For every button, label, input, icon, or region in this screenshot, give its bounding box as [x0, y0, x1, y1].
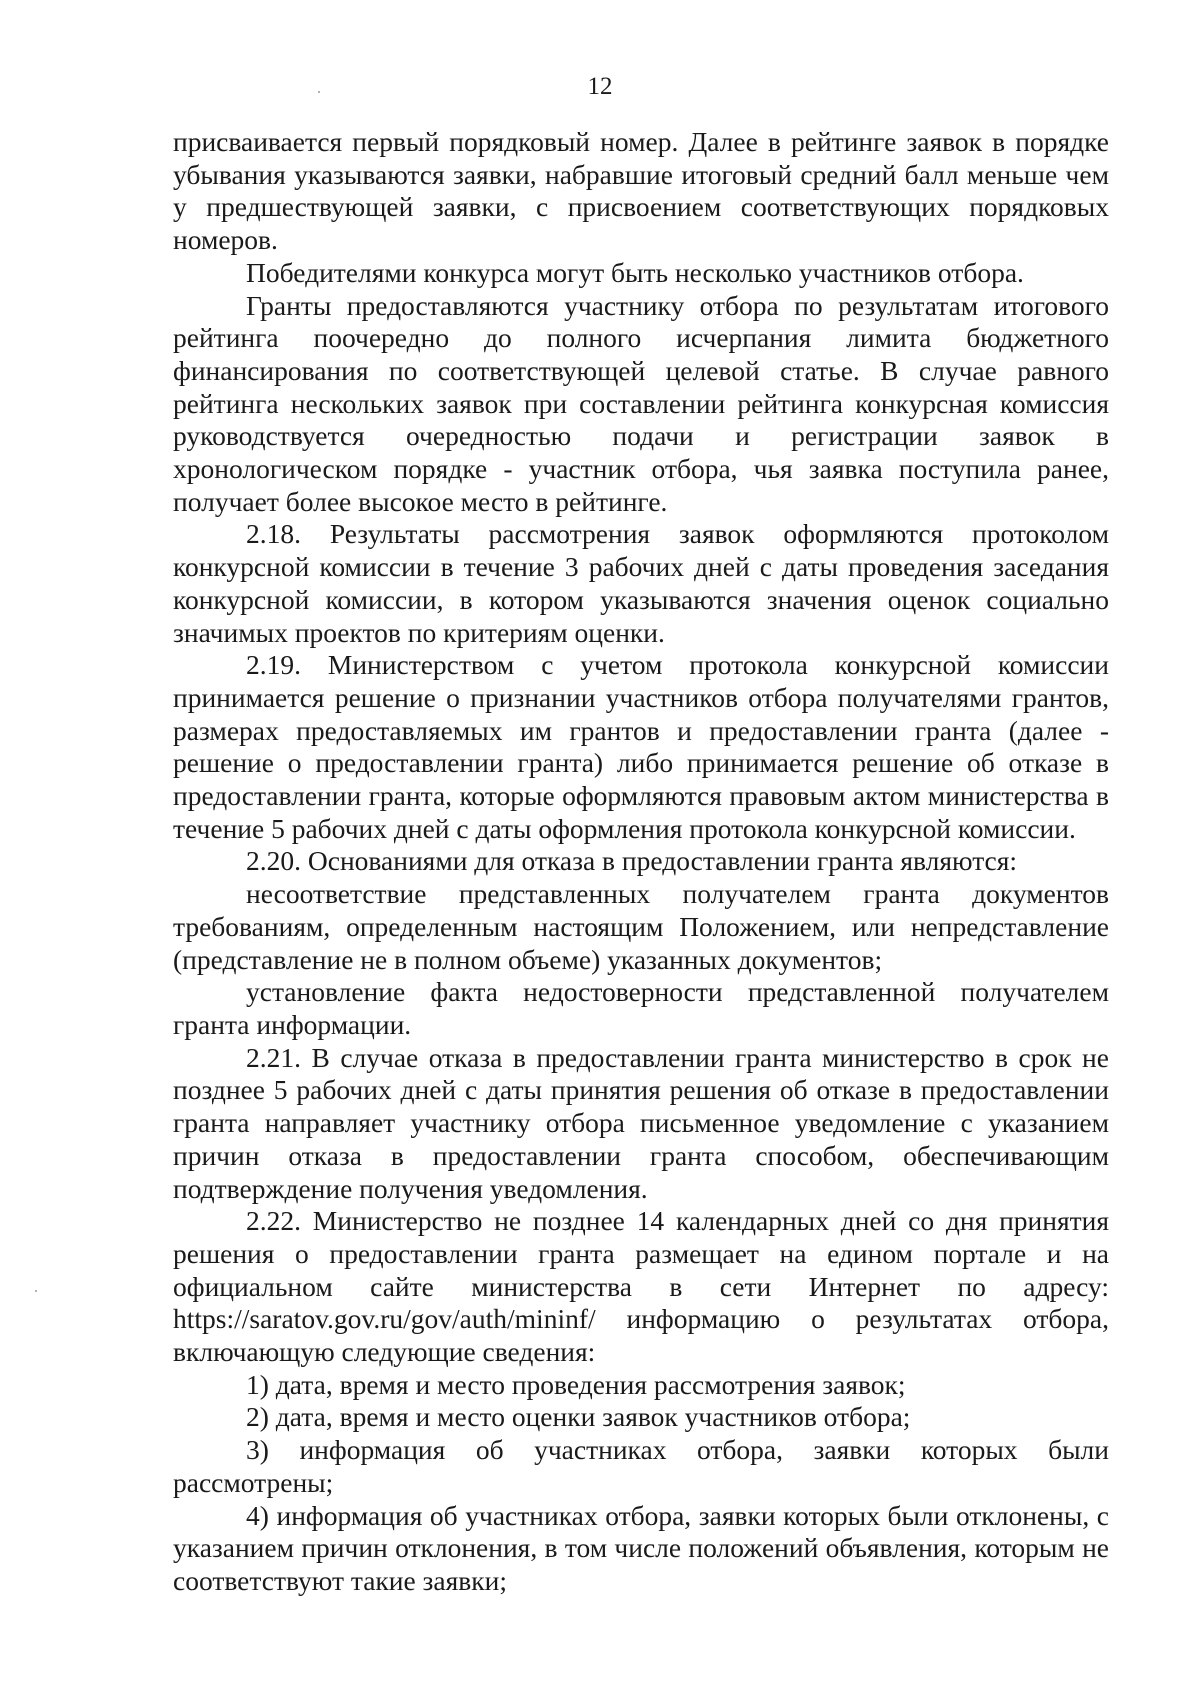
document-body [173, 126, 1109, 1598]
list-item-4: 4) информация об участниках отбора, заявки которых были отклонены, с указанием причин отклонения, в том числе положений объявления, которым не соответствуют такие заявки; [173, 1499, 1109, 1596]
paragraph-2-20: 2.20. Основаниями для отказа в предоставлении гранта являются: [246, 845, 1018, 877]
list-item-1: 1) дата, время и место проведения рассмотрения заявок; [246, 1368, 906, 1400]
scan-speck [35, 1290, 37, 1292]
list-item-2: 2) дата, время и место оценки заявок участников отбора; [246, 1401, 911, 1433]
paragraph-winners: Победителями конкурса могут быть несколько участников отбора. [246, 256, 1024, 288]
paragraph-continuation: присваивается первый порядковый номер. Далее в рейтинге заявок в порядке убывания указываются заявки, набравшие итоговый средний балл меньше чем у предшествующей заявки, с присвоением соответствующих порядковых номеров. [173, 126, 1109, 256]
list-item-3: 3) информация об участниках отбора, заявки которых были рассмотрены; [173, 1434, 1109, 1498]
paragraph-2-19: 2.19. Министерством с учетом протокола конкурсной комиссии принимается решение о признании участников отбора получателями грантов, размерах предоставляемых им грантов и предоставлении гранта (далее - решение о предоставлении гранта) либо принимается решение об отказе в предоставлении гранта, которые оформляются правовым актом министерства в течение 5 рабочих дней с даты оформления протокола конкурсной комиссии. [173, 649, 1109, 844]
paragraph-grants: Гранты предоставляются участнику отбора по результатам итогового рейтинга поочередно до полного исчерпания лимита бюджетного финансирования по соответствующей целевой статье. В случае равного рейтинга нескольких заявок при составлении рейтинга конкурсная комиссия руководствуется очередностью подачи и регистрации заявок в хронологическом порядке - участник отбора, чья заявка поступила ранее, получает более высокое место в рейтинге. [173, 289, 1109, 517]
paragraph-refusal-ground-2: установление факта недостоверности представленной получателем гранта информации. [173, 976, 1109, 1040]
paragraph-refusal-ground-1: несоответствие представленных получателем гранта документов требованиям, определенным настоящим Положением, или непредставление (представление не в полном объеме) указанных документов; [173, 878, 1109, 975]
paragraph-2-22: 2.22. Министерство не позднее 14 календарных дней со дня принятия решения о предоставлении гранта размещает на едином портале и на официальном сайте министерства в сети Интернет по адресу: https://saratov.gov.ru/gov/auth/mininf/ информацию о результатах отбора, включающую следующие сведения: [173, 1205, 1109, 1368]
paragraph-2-21: 2.21. В случае отказа в предоставлении гранта министерство в срок не позднее 5 рабочих дней с даты принятия решения об отказе в предоставлении гранта направляет участнику отбора письменное уведомление с указанием причин отказа в предоставлении гранта способом, обеспечивающим подтверждение получения уведомления. [173, 1041, 1109, 1204]
scan-speck [318, 91, 320, 93]
paragraph-2-18: 2.18. Результаты рассмотрения заявок оформляются протоколом конкурсной комиссии в течение 3 рабочих дней с даты проведения заседания конкурсной комиссии, в котором указываются значения оценок социально значимых проектов по критериям оценки. [173, 518, 1109, 648]
page-number: 12 [587, 73, 613, 100]
